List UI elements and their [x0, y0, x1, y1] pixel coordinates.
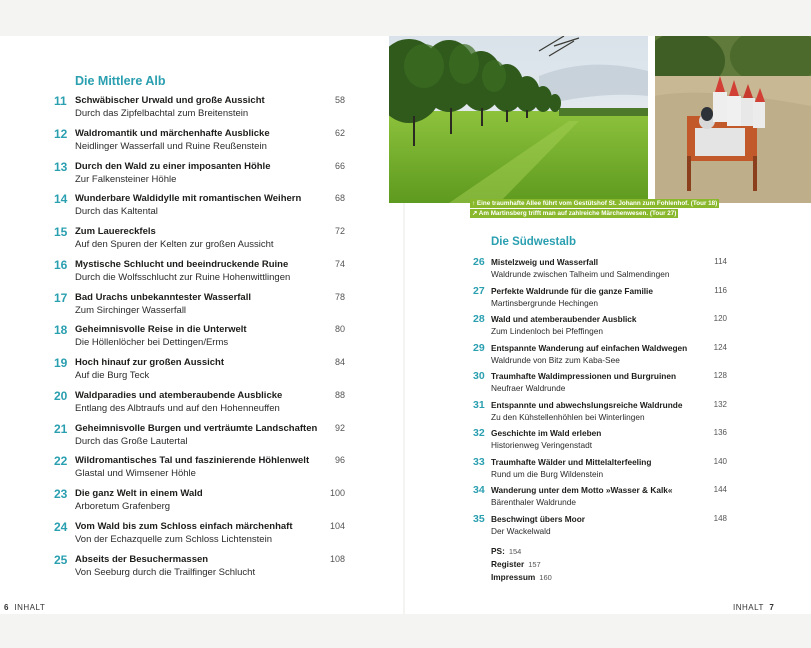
toc-entry-title: Geschichte im Wald erleben [491, 428, 602, 438]
toc-entry-page: 114 [714, 257, 727, 266]
toc-entry-subtitle: Rund um die Burg Wildenstein [491, 468, 604, 479]
toc-entry-number: 19 [54, 356, 68, 370]
toc-entry-page: 136 [713, 428, 727, 437]
toc-entry-subtitle: Von Seeburg durch die Trailfinger Schlucht [75, 566, 256, 578]
toc-entry-page: 108 [329, 553, 345, 564]
toc-entry-subtitle: Durch das Große Lautertal [75, 435, 188, 447]
left-page [0, 36, 403, 614]
toc-entry-page: 66 [334, 160, 345, 171]
toc-extras [491, 546, 552, 585]
toc-entry-title: Bad Urachs unbekanntester Wasserfall [75, 291, 251, 303]
toc-entry[interactable] [0, 389, 403, 417]
toc-entry[interactable] [0, 553, 403, 581]
toc-entry-page: 116 [714, 285, 727, 295]
toc-entry-title: Wildromantisches Tal und faszinierende Höhlenwelt [75, 455, 310, 467]
toc-entry[interactable] [405, 370, 811, 398]
toc-entry-page: 78 [334, 291, 345, 302]
toc-entry-number: 11 [54, 94, 67, 108]
toc-entry-page: 100 [329, 488, 345, 498]
toc-entry-page: 120 [713, 314, 727, 323]
toc-entry-number: 28 [473, 313, 485, 325]
toc-entry-subtitle: Der Wackelwald [491, 525, 551, 536]
toc-entry-page: 58 [334, 95, 345, 105]
toc-entry-title: Entspannte und abwechslungsreiche Waldrunde [491, 399, 683, 410]
toc-entry-page: 144 [713, 485, 727, 494]
toc-entry-title: Schwäbischer Urwald und große Aussicht [75, 95, 265, 106]
toc-entry-subtitle: Martinsbergrunde Hechingen [491, 297, 599, 308]
toc-entry[interactable] [405, 313, 811, 341]
toc-entry-subtitle: Neidlinger Wasserfall und Ruine Reußenstein [75, 140, 267, 152]
toc-entry-number: 20 [54, 388, 68, 403]
toc-entry-subtitle: Die Höllenlöcher bei Dettingen/Erms [75, 337, 229, 349]
toc-entry-number: 34 [473, 484, 485, 496]
toc-entry[interactable] [405, 256, 811, 284]
toc-entry-title: Abseits der Besuchermassen [75, 553, 209, 565]
toc-entry-page: 104 [329, 520, 345, 531]
toc-entry-subtitle: Zum Lindenloch bei Pfeffingen [491, 326, 603, 336]
toc-entry-page: 92 [334, 422, 345, 433]
toc-entry-subtitle: Auf die Burg Teck [75, 370, 150, 381]
toc-entry-subtitle: Zur Falkensteiner Höhle [75, 173, 177, 185]
toc-entry-number: 21 [54, 421, 68, 436]
toc-entry[interactable] [405, 285, 811, 313]
toc-entry-number: 29 [473, 341, 485, 354]
toc-entry-number: 16 [54, 257, 68, 272]
toc-entry[interactable] [0, 454, 403, 482]
footer-right: INHALT 7 [733, 603, 775, 612]
toc-entry-page: 72 [334, 226, 345, 236]
toc-entry-title: Perfekte Waldrunde für die ganze Familie [491, 285, 653, 296]
toc-entry-page: 96 [334, 455, 345, 466]
toc-entry-number: 14 [54, 192, 68, 207]
toc-entry-title: Mistelzweig und Wasserfall [491, 257, 599, 267]
toc-entry-subtitle: Durch das Kaltental [75, 206, 158, 218]
toc-entry-number: 31 [473, 398, 485, 411]
section-title-suedwestalb: Die Südwestalb [491, 236, 576, 248]
toc-entry-number: 27 [473, 284, 485, 297]
toc-entry[interactable] [405, 399, 811, 427]
toc-entry[interactable] [0, 258, 403, 286]
toc-entry-subtitle: Historienweg Veringenstadt [491, 440, 593, 450]
toc-entry[interactable] [0, 94, 403, 122]
toc-entry-page: 128 [713, 371, 727, 380]
extra-impressum[interactable]: Impressum 160 [491, 572, 552, 582]
toc-entry-subtitle: Neufraer Waldrunde [491, 383, 566, 393]
toc-entry-page: 68 [334, 193, 345, 204]
toc-entry[interactable] [405, 456, 811, 484]
toc-entry-title: Entspannte Wanderung auf einfachen Waldwegen [491, 342, 688, 353]
toc-entry-title: Wald und atemberaubender Ausblick [491, 314, 637, 324]
toc-entry-page: 62 [334, 127, 345, 138]
toc-entry-number: 13 [54, 159, 68, 174]
toc-entry-title: Durch den Wald zu einer imposanten Höhle [75, 160, 271, 172]
toc-entry-title: Hoch hinauf zur großen Aussicht [75, 357, 225, 368]
toc-entry-subtitle: Zu den Kühstellenhöhlen bei Winterlingen [491, 411, 645, 422]
toc-entry-subtitle: Glastal und Wimsener Höhle [75, 468, 196, 480]
photo-tree-avenue [389, 36, 648, 203]
toc-entry-page: 148 [713, 513, 727, 523]
photo-caption-1: ↑ Eine traumhafte Allee führt vom Gestütshof St. Johann zum Fohlenhof. (Tour 18) [472, 200, 718, 207]
toc-entry-number: 17 [54, 290, 68, 305]
toc-entry-subtitle: Durch die Wolfsschlucht zur Ruine Hohenwittlingen [75, 271, 291, 283]
toc-entry-number: 33 [473, 455, 485, 468]
toc-entry-title: Vom Wald bis zum Schloss einfach märchenhaft [75, 520, 293, 532]
toc-entry[interactable] [0, 356, 403, 384]
toc-entry-page: 74 [334, 258, 345, 269]
toc-entry-subtitle: Waldrunde von Bitz zum Kaba-See [491, 354, 620, 365]
toc-entry[interactable] [0, 291, 403, 319]
toc-entry-subtitle: Bärenthaler Waldrunde [491, 497, 577, 507]
toc-entry[interactable] [405, 427, 811, 455]
toc-entry-page: 84 [334, 357, 345, 367]
toc-entry[interactable] [0, 192, 403, 220]
toc-entry-title: Die ganz Welt in einem Wald [75, 488, 203, 499]
toc-entry-number: 25 [54, 552, 68, 567]
toc-entry-title: Zum Lauereckfels [75, 226, 156, 237]
extra-ps[interactable]: PS: 154 [491, 546, 522, 556]
toc-entry[interactable] [405, 342, 811, 370]
section-title-mittlere-alb: Die Mittlere Alb [75, 74, 166, 88]
toc-entry-subtitle: Waldrunde zwischen Talheim und Salmendingen [491, 269, 670, 279]
footer-left: 6 INHALT [4, 603, 46, 612]
toc-entry-number: 18 [54, 323, 68, 338]
toc-entry[interactable] [0, 323, 403, 351]
toc-entry[interactable] [0, 225, 403, 253]
toc-entry[interactable] [405, 484, 811, 512]
toc-entry-number: 24 [54, 519, 68, 534]
toc-entry-subtitle: Entlang des Albtraufs und auf den Hohenneuffen [75, 402, 280, 414]
toc-entry-title: Waldparadies und atemberaubende Ausblicke [75, 389, 283, 401]
toc-entry[interactable] [0, 422, 403, 450]
toc-entry-title: Waldromantik und märchenhafte Ausblicke [75, 127, 270, 139]
toc-entry-title: Traumhafte Waldimpressionen und Burgruinen [491, 371, 677, 381]
photo-fairy-figures [655, 36, 811, 203]
toc-entry-number: 22 [54, 454, 68, 469]
toc-entry-number: 12 [54, 126, 68, 141]
toc-entry-number: 23 [54, 487, 68, 501]
toc-entry-subtitle: Arboretum Grafenberg [75, 501, 171, 512]
toc-entry[interactable] [0, 127, 403, 155]
toc-entry-page: 140 [713, 456, 727, 466]
extra-register[interactable]: Register 157 [491, 559, 541, 569]
toc-entry-number: 26 [473, 256, 485, 268]
toc-entry-page: 124 [713, 342, 727, 352]
toc-entry-subtitle: Auf den Spuren der Kelten zur großen Aussicht [75, 239, 274, 250]
toc-entry-title: Geheimnisvolle Reise in die Unterwelt [75, 324, 247, 336]
toc-entry[interactable] [405, 513, 811, 541]
toc-entry[interactable] [0, 487, 403, 515]
toc-entry-subtitle: Zum Sirchinger Wasserfall [75, 304, 187, 316]
toc-entry-page: 80 [334, 324, 345, 335]
photo-caption-2: ↗ Am Martinsberg trifft man auf zahlreiche Märchenwesen. (Tour 27) [472, 210, 677, 217]
toc-entry-title: Beschwingt übers Moor [491, 513, 586, 524]
toc-entry-number: 35 [473, 512, 485, 525]
toc-entry-title: Traumhafte Wälder und Mittelalterfeeling [491, 456, 652, 467]
toc-entry-subtitle: Durch das Zipfelbachtal zum Breitenstein [75, 108, 249, 119]
toc-entry[interactable] [0, 160, 403, 188]
toc-entry-number: 32 [473, 427, 485, 439]
toc-entry-number: 15 [54, 225, 68, 239]
toc-entry-title: Wanderung unter dem Motto »Wasser & Kalk« [491, 485, 673, 495]
toc-entry-title: Wunderbare Waldidylle mit romantischen Weihern [75, 193, 302, 205]
toc-entry-page: 132 [713, 399, 727, 409]
toc-entry-title: Mystische Schlucht und beeindruckende Ruine [75, 258, 289, 270]
toc-entry-title: Geheimnisvolle Burgen und verträumte Landschaften [75, 422, 318, 434]
toc-entry-subtitle: Von der Echazquelle zum Schloss Lichtenstein [75, 533, 272, 545]
toc-entry-number: 30 [473, 370, 485, 382]
toc-entry[interactable] [0, 520, 403, 548]
toc-entry-page: 88 [334, 389, 345, 400]
